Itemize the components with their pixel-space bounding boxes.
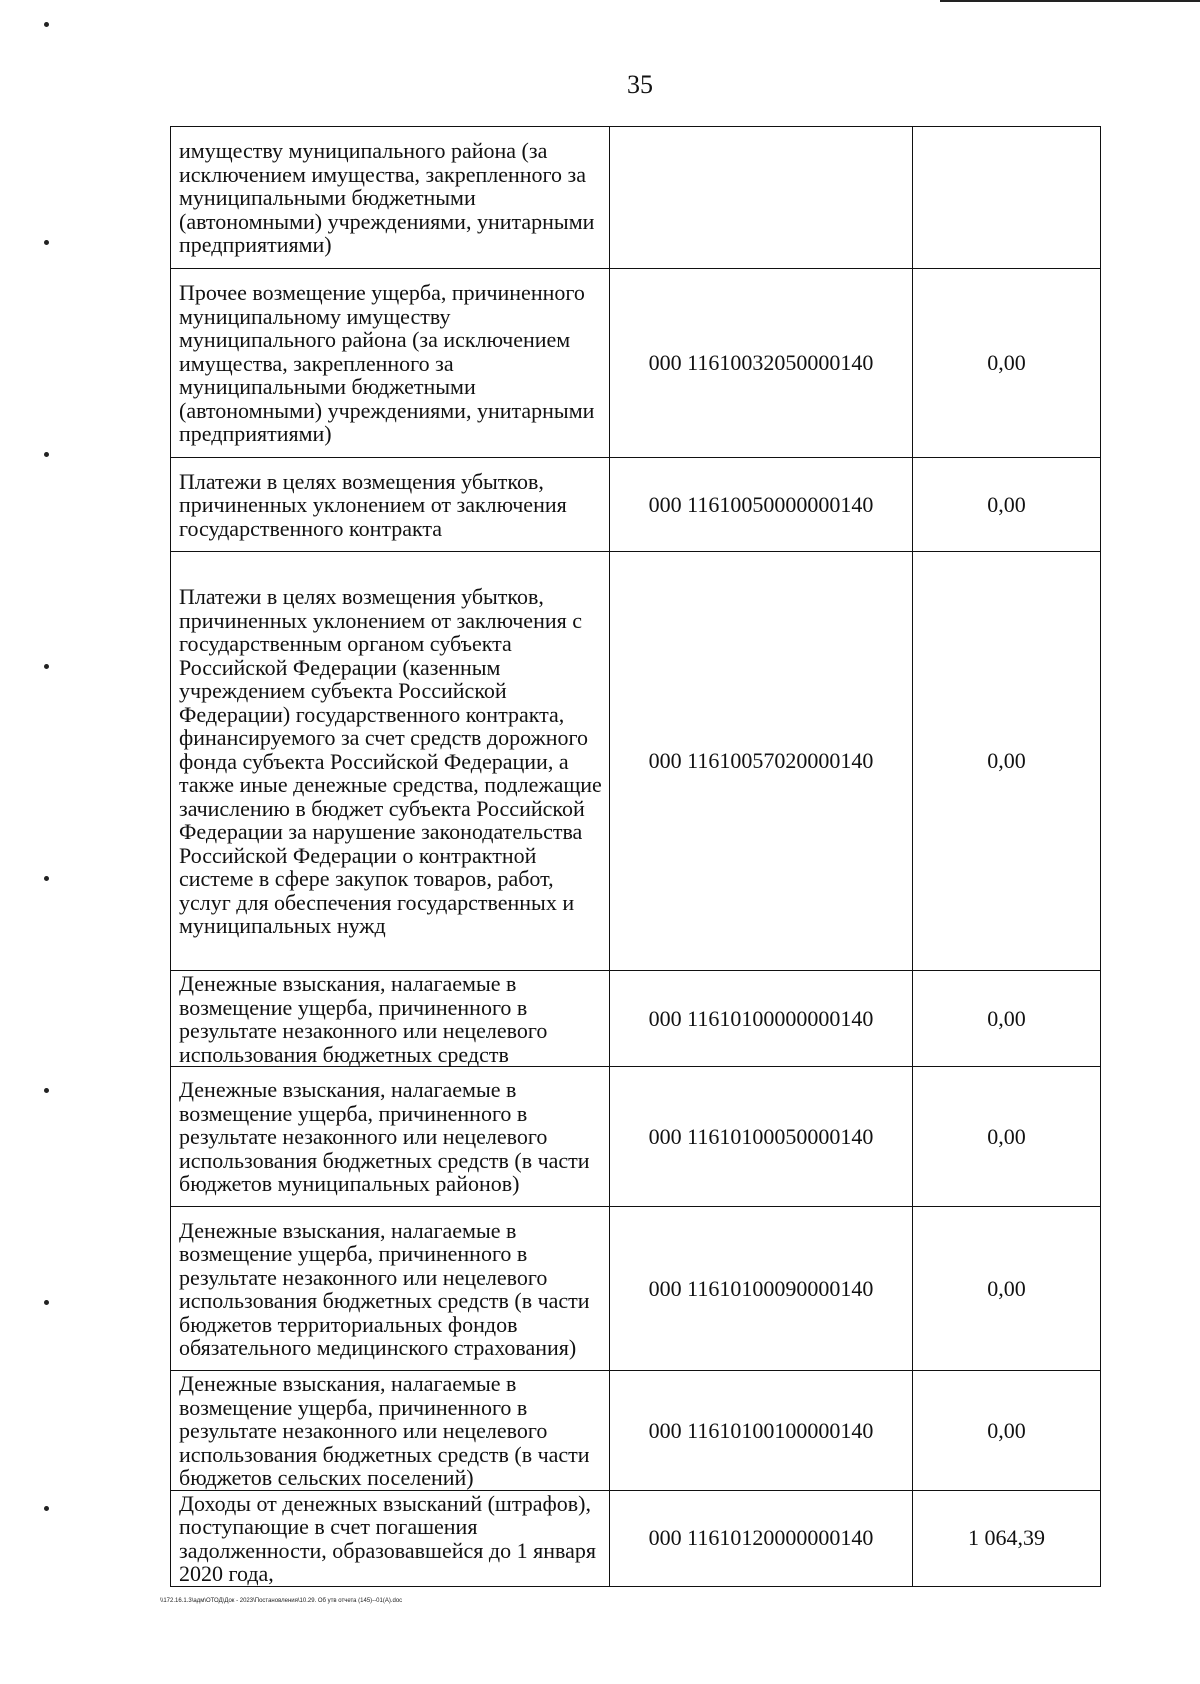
file-path-footer: \\172.16.1.3\адм\ОТОД\Док - 2023\Постановления\10.29. Об утв отчета (145)--01(А).doc xyxy=(160,1598,403,1604)
binding-hole xyxy=(44,22,49,27)
row-amount xyxy=(913,127,1101,269)
row-code: 000 11610100090000140 xyxy=(610,1207,913,1371)
binding-holes xyxy=(44,0,54,1684)
binding-hole xyxy=(44,876,49,881)
row-code: 000 11610057020000140 xyxy=(610,552,913,971)
table-row xyxy=(171,1490,1101,1586)
row-name: Денежные взыскания, налагаемые в возмещение ущерба, причиненного в результате незаконного или нецелевого использования бюджетных средств (в части бюджетов территориальных фондов обязательного медицинского страхования) xyxy=(171,1207,610,1371)
binding-hole xyxy=(44,1506,49,1511)
row-code: 000 11610050000000140 xyxy=(610,458,913,552)
row-amount: 0,00 xyxy=(913,1067,1101,1207)
table-row xyxy=(171,552,1101,971)
binding-hole xyxy=(44,452,49,457)
row-name: Платежи в целях возмещения убытков, причиненных уклонением от заключения с государственным органом субъекта Российской Федерации (казенным учреждением субъекта Российской Федерации) государственного контракта, финансируемого за счет средств дорожного фонда субъекта Российской Федерации, а также иные денежные средства, подлежащие зачислению в бюджет субъекта Российской Федерации за нарушение законодательства Российской Федерации о контрактной системе в сфере закупок товаров, работ, услуг для обеспечения государственных и муниципальных нужд xyxy=(171,552,610,971)
row-code xyxy=(610,127,913,269)
scan-edge-line xyxy=(940,0,1200,2)
table-row xyxy=(171,269,1101,458)
row-amount: 1 064,39 xyxy=(913,1490,1101,1586)
row-name: имуществу муниципального района (за исключением имущества, закрепленного за муниципальными бюджетными (автономными) учреждениями, унитарными предприятиями) xyxy=(171,127,610,269)
row-amount: 0,00 xyxy=(913,971,1101,1067)
row-name: Денежные взыскания, налагаемые в возмещение ущерба, причиненного в результате незаконного или нецелевого использования бюджетных средств (в части бюджетов сельских поселений) xyxy=(171,1371,610,1491)
row-amount: 0,00 xyxy=(913,1207,1101,1371)
table-row xyxy=(171,1067,1101,1207)
row-amount: 0,00 xyxy=(913,458,1101,552)
table-row xyxy=(171,971,1101,1067)
row-name: Прочее возмещение ущерба, причиненного муниципальному имуществу муниципального района (за исключением имущества, закрепленного за муниципальными бюджетными (автономными) учреждениями, унитарными предприятиями) xyxy=(171,269,610,458)
table-row xyxy=(171,1371,1101,1491)
binding-hole xyxy=(44,240,49,245)
row-code: 000 11610100000000140 xyxy=(610,971,913,1067)
row-code: 000 11610100100000140 xyxy=(610,1371,913,1491)
row-name: Денежные взыскания, налагаемые в возмещение ущерба, причиненного в результате незаконного или нецелевого использования бюджетных средств xyxy=(171,971,610,1067)
table-row xyxy=(171,127,1101,269)
row-name: Платежи в целях возмещения убытков, причиненных уклонением от заключения государственного контракта xyxy=(171,458,610,552)
page-number: 35 xyxy=(627,70,653,99)
row-amount: 0,00 xyxy=(913,552,1101,971)
revenue-table xyxy=(170,126,1101,1587)
row-code: 000 11610120000000140 xyxy=(610,1490,913,1586)
binding-hole xyxy=(44,1088,49,1093)
row-code: 000 11610100050000140 xyxy=(610,1067,913,1207)
binding-hole xyxy=(44,1300,49,1305)
row-amount: 0,00 xyxy=(913,269,1101,458)
table-row xyxy=(171,458,1101,552)
row-amount: 0,00 xyxy=(913,1371,1101,1491)
row-code: 000 11610032050000140 xyxy=(610,269,913,458)
row-name: Денежные взыскания, налагаемые в возмещение ущерба, причиненного в результате незаконного или нецелевого использования бюджетных средств (в части бюджетов муниципальных районов) xyxy=(171,1067,610,1207)
row-name: Доходы от денежных взысканий (штрафов), поступающие в счет погашения задолженности, образовавшейся до 1 января 2020 года, xyxy=(171,1490,610,1586)
table-row xyxy=(171,1207,1101,1371)
binding-hole xyxy=(44,664,49,669)
